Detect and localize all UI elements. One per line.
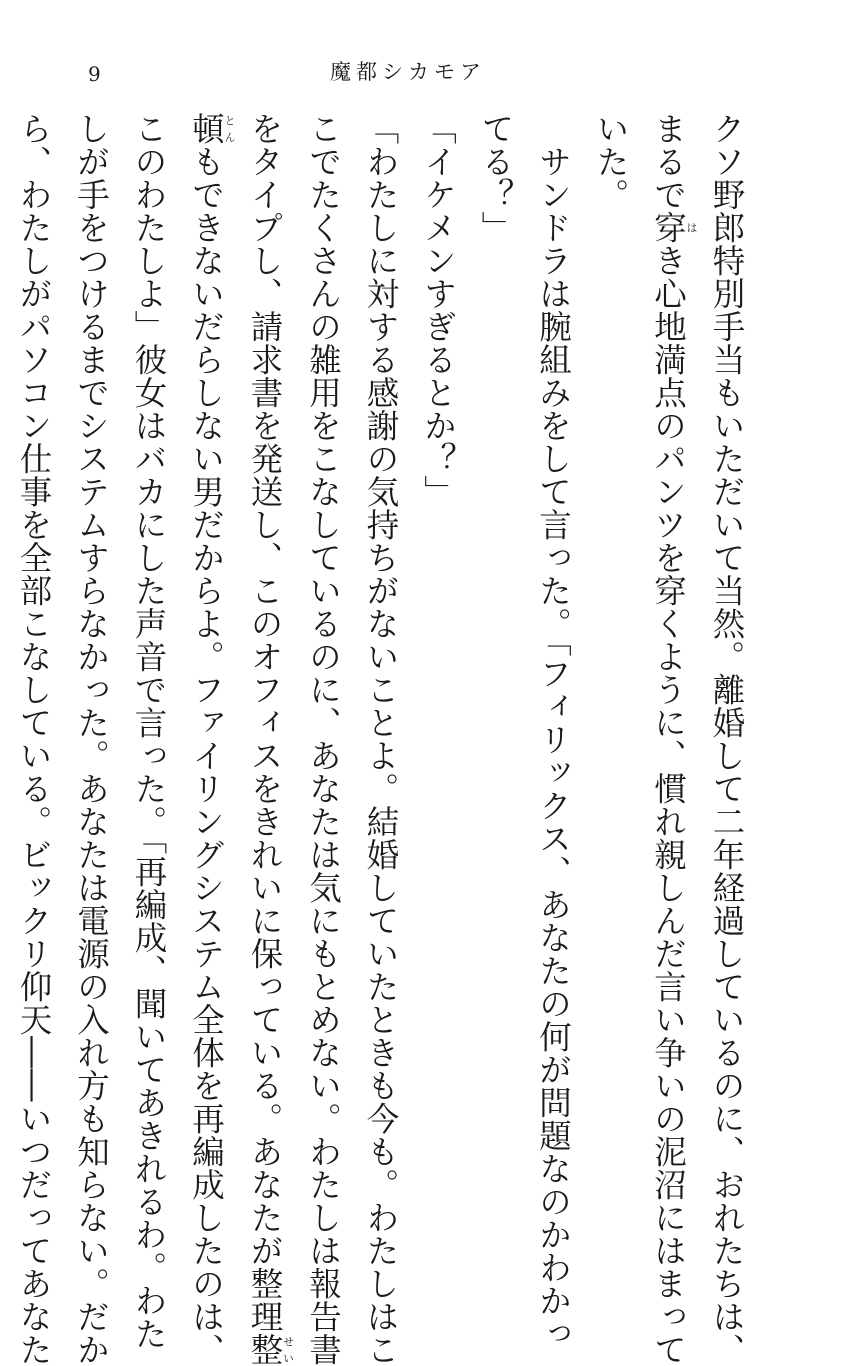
text-line: しが手をつけるまでシステムすらなかった。あなたは電源の入れ方も知らない。だか <box>72 112 111 1366</box>
text-line: いた。 <box>592 112 630 211</box>
text-line <box>0 112 5 1122</box>
text-line-ruby-ha: まるで穿はき心地満点のパンツを穿くように、慣れ親しんだ言い争いの泥沼にはまって <box>649 112 698 1366</box>
text-line: 「わたしに対する感謝の気持ちがないことよ。結婚していたときも今も。わたしはこ <box>362 112 400 1366</box>
text-line: このわたしよ」彼女はバカにした声音で言った。「再編成、聞いてあきれるわ。わた <box>130 112 168 1350</box>
text-line-ruby-sei: をタイプし、請求書を発送し、このオフィスをきれいに保っている。あなたが整理整せい <box>246 112 295 1366</box>
text-line: てる？」 <box>477 112 515 244</box>
text-line: サンドラは腕組みをして言った。「フィリックス、あなたの何が問題なのかわかっ <box>534 144 573 1350</box>
running-title: 魔都シカモア <box>330 60 486 84</box>
text-line: 「イケメンすぎるとか？」 <box>419 112 458 508</box>
text-line: クソ野郎特別手当もいただいて当然。離婚して二年経過しているのに、おれたちは、 <box>708 112 746 1366</box>
text-line: ら、わたしがパソコン仕事を全部こなしている。ビックリ仰天――いつだってあなた <box>15 112 53 1366</box>
page-number: 9 <box>88 62 101 86</box>
text-line: こでたくさんの雑用をこなしているのに、あなたは気にもとめない。わたしは報告書 <box>304 112 343 1366</box>
body-text <box>15 112 755 1366</box>
text-line-ruby-ton: 頓とんもできないだらしない男だからよ。ファイリングシステム全体を再編成したのは、 <box>187 112 236 1366</box>
